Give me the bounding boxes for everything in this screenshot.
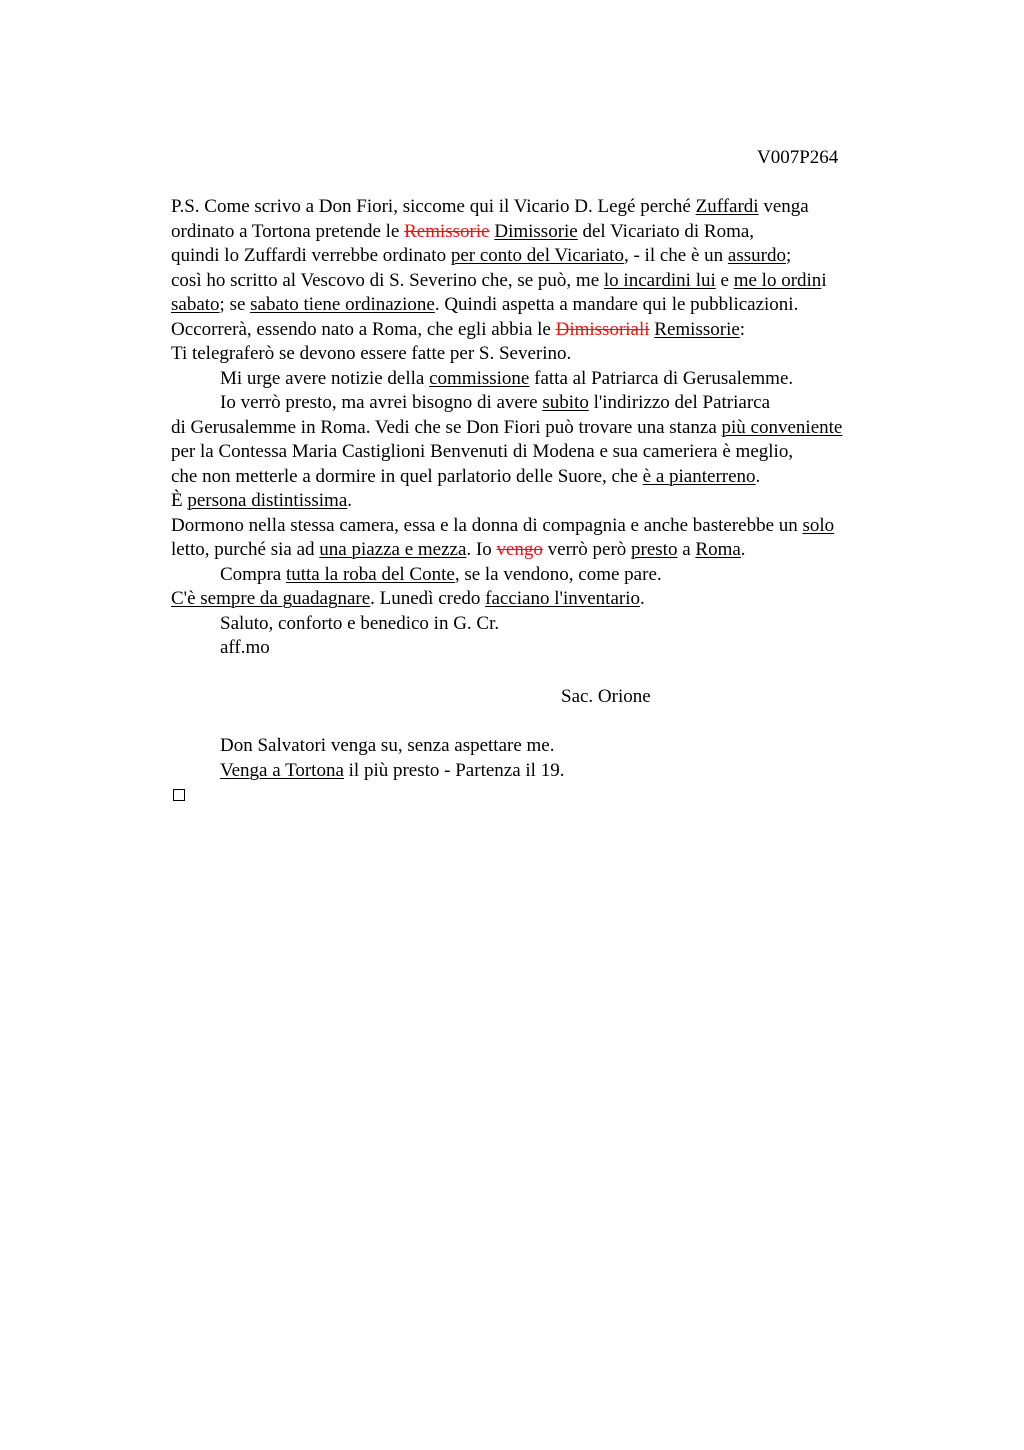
end-marker bbox=[171, 783, 931, 808]
spacer bbox=[171, 661, 931, 686]
text-line bbox=[171, 587, 931, 612]
text-line bbox=[171, 244, 931, 269]
underlined-text: solo bbox=[802, 514, 835, 536]
underlined-text: Roma bbox=[695, 539, 741, 560]
underlined-text: commissione bbox=[429, 367, 530, 389]
text-segment: Occorrerà, essendo nato a Roma, che egli abbia le bbox=[171, 318, 556, 340]
text-segment: e bbox=[715, 269, 734, 291]
page-identifier: V007P264 bbox=[757, 147, 839, 168]
struck-text: Dimissoriali bbox=[555, 318, 650, 340]
text-segment: del Vicariato di Roma, bbox=[577, 220, 755, 242]
text-segment: a bbox=[677, 539, 696, 560]
underlined-text: sabato bbox=[171, 294, 220, 315]
text-segment: quindi lo Zuffardi verrebbe ordinato bbox=[171, 245, 451, 266]
letter-body bbox=[171, 195, 931, 808]
text-segment: letto, purché sia ad bbox=[171, 539, 320, 560]
text-line bbox=[171, 416, 931, 441]
underlined-text: tutta la roba del Conte bbox=[285, 563, 455, 585]
underlined-text: sabato tiene ordinazione bbox=[250, 294, 435, 315]
underlined-text: per conto del Vicariato bbox=[450, 245, 624, 266]
text-segment: di Gerusalemme in Roma. Vedi che se Don Fiori può trovare una stanza bbox=[171, 416, 722, 438]
text-segment: ordinato a Tortona pretende le bbox=[171, 220, 405, 242]
text-segment: . bbox=[639, 588, 645, 609]
text-segment: È bbox=[171, 490, 188, 511]
underlined-text: Remissorie bbox=[654, 318, 740, 340]
text-segment: , se la vendono, come pare. bbox=[454, 563, 662, 585]
underlined-text: facciano l'inventario bbox=[485, 588, 640, 609]
text-segment: Io verrò presto, ma avrei bisogno di avere bbox=[220, 392, 543, 413]
text-line bbox=[171, 195, 931, 220]
text-segment: Mi urge avere notizie della bbox=[220, 367, 430, 389]
text-segment: Compra bbox=[220, 563, 286, 585]
text-segment: ; se bbox=[219, 294, 251, 315]
text-segment: aff.mo bbox=[220, 637, 270, 658]
underlined-text: una piazza e mezza bbox=[319, 539, 467, 560]
underlined-text: è a pianterreno bbox=[642, 465, 756, 487]
text-segment: fatta al Patriarca di Gerusalemme. bbox=[529, 367, 794, 389]
text-line bbox=[171, 318, 931, 343]
text-line bbox=[171, 612, 931, 637]
text-segment: . bbox=[347, 490, 353, 511]
text-line bbox=[171, 342, 931, 367]
text-segment: , - il che è un bbox=[623, 245, 728, 266]
text-line bbox=[171, 293, 931, 318]
text-line bbox=[171, 440, 931, 465]
signature: Sac. Orione bbox=[561, 686, 651, 707]
text-segment: . bbox=[740, 539, 746, 560]
spacer bbox=[171, 710, 931, 735]
text-segment: così ho scritto al Vescovo di S. Severino che, se può, me bbox=[171, 269, 604, 291]
text-segment: . Io bbox=[466, 539, 497, 560]
underlined-text: presto bbox=[631, 539, 678, 560]
underlined-text: Dimissorie bbox=[494, 220, 578, 242]
postscript-line bbox=[171, 734, 931, 759]
underlined-text: Zuffardi bbox=[695, 196, 759, 217]
underlined-text: C'è sempre da guadagnare bbox=[171, 588, 371, 609]
text-segment: verrò però bbox=[542, 539, 632, 560]
text-segment: Saluto, conforto e benedico in G. Cr. bbox=[220, 612, 500, 634]
text-segment: per la Contessa Maria Castiglioni Benvenuti di Modena e sua cameriera è meglio, bbox=[171, 441, 794, 462]
text-segment: il più presto - Partenza il 19. bbox=[343, 759, 565, 781]
text-segment: . bbox=[755, 465, 761, 487]
text-line bbox=[171, 538, 931, 563]
text-line bbox=[171, 269, 931, 294]
text-line bbox=[171, 489, 931, 514]
text-line bbox=[171, 514, 931, 539]
text-segment: Ti telegraferò se devono essere fatte per S. Severino. bbox=[171, 343, 572, 364]
underlined-text: subito bbox=[542, 392, 589, 413]
text-segment: . Lunedì credo bbox=[370, 588, 486, 609]
letter-text bbox=[171, 195, 931, 661]
postscript-line bbox=[171, 759, 931, 784]
underlined-text: più conveniente bbox=[721, 416, 843, 438]
text-segment: Dormono nella stessa camera, essa e la donna di compagnia e anche basterebbe un bbox=[171, 514, 803, 536]
text-line bbox=[171, 367, 931, 392]
underlined-text: me lo ordin bbox=[733, 269, 822, 291]
underlined-text: lo incardini lui bbox=[603, 269, 716, 291]
text-line bbox=[171, 391, 931, 416]
underlined-text: persona distintissima bbox=[187, 490, 348, 511]
struck-text: Remissorie bbox=[404, 220, 490, 242]
text-line bbox=[171, 465, 931, 490]
text-line bbox=[171, 563, 931, 588]
text-segment: Don Salvatori venga su, senza aspettare me. bbox=[220, 735, 555, 756]
text-segment: i bbox=[821, 269, 827, 291]
underlined-text: assurdo bbox=[727, 245, 786, 266]
checkbox-icon bbox=[173, 789, 185, 801]
postscript bbox=[171, 734, 931, 783]
text-segment: : bbox=[739, 318, 746, 340]
text-segment: che non metterle a dormire in quel parlatorio delle Suore, che bbox=[171, 465, 643, 487]
underlined-text: Venga a Tortona bbox=[220, 759, 344, 781]
text-line bbox=[171, 220, 931, 245]
text-segment: l'indirizzo del Patriarca bbox=[588, 392, 771, 413]
struck-text: vengo bbox=[496, 539, 543, 560]
text-line bbox=[171, 636, 931, 661]
text-segment: . Quindi aspetta a mandare qui le pubblicazioni. bbox=[434, 294, 799, 315]
text-segment: P.S. Come scrivo a Don Fiori, siccome qui il Vicario D. Legé perché bbox=[171, 196, 696, 217]
text-segment: venga bbox=[758, 196, 809, 217]
text-segment: ; bbox=[785, 245, 792, 266]
